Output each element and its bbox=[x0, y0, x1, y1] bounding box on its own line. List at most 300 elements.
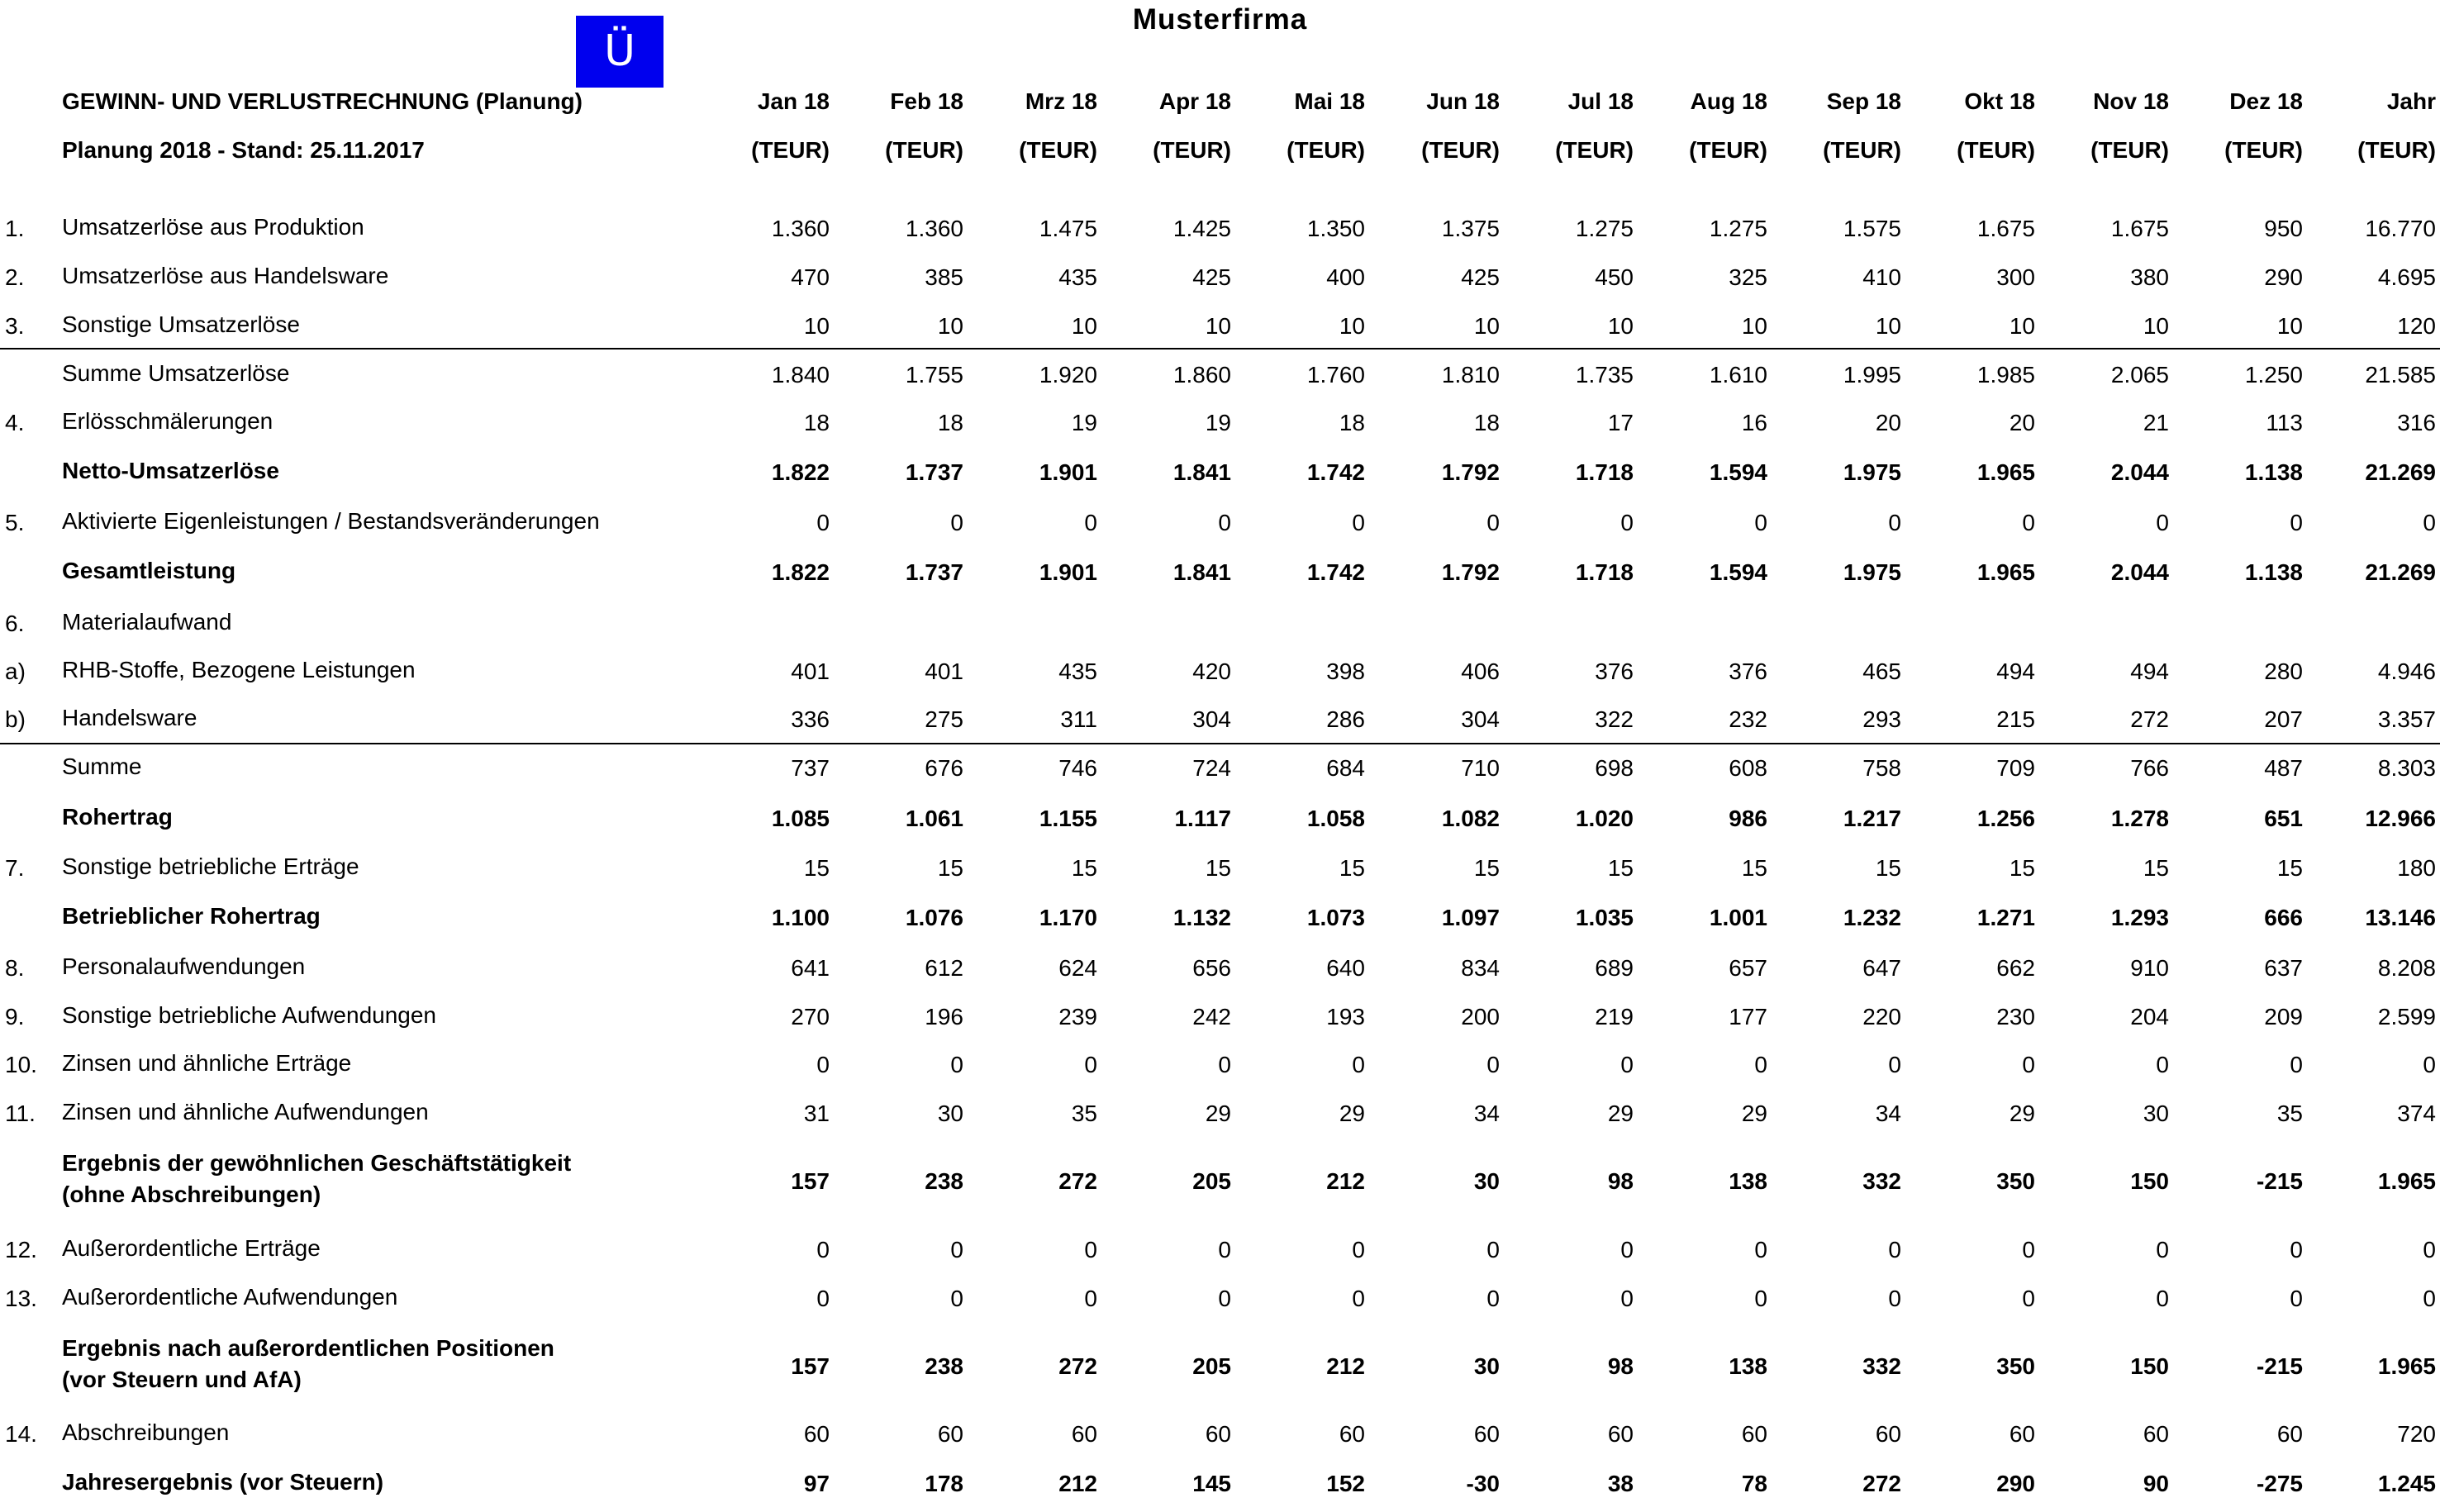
cell-value: 1.293 bbox=[2110, 905, 2169, 930]
cell-value: 157 bbox=[791, 1353, 830, 1379]
cell-value: 35 bbox=[1071, 1101, 1097, 1126]
row-number: 2. bbox=[5, 264, 25, 290]
cell-value: 15 bbox=[1473, 855, 1500, 881]
cell-value: 15 bbox=[1875, 855, 1901, 881]
cell-value: 150 bbox=[2130, 1353, 2169, 1379]
cell-value: 640 bbox=[1326, 955, 1365, 981]
cell-value: 0 bbox=[816, 1052, 830, 1077]
row-label bbox=[62, 260, 388, 292]
cell-value: 1.737 bbox=[905, 559, 963, 585]
row-label-line: Betrieblicher Rohertrag bbox=[62, 903, 321, 929]
cell-value: 0 bbox=[816, 1237, 830, 1262]
row-number: 14. bbox=[5, 1421, 37, 1447]
cell-value: 684 bbox=[1326, 755, 1365, 781]
row-label bbox=[62, 1417, 229, 1448]
cell-value: 651 bbox=[2264, 806, 2303, 831]
cell-value: 470 bbox=[791, 264, 830, 290]
cell-value: 2.044 bbox=[2110, 559, 2169, 585]
cell-value: 10 bbox=[2009, 313, 2035, 339]
cell-value: 1.035 bbox=[1575, 905, 1634, 930]
cell-value: 1.245 bbox=[2377, 1471, 2436, 1496]
row-label bbox=[62, 801, 173, 833]
cell-value: 60 bbox=[1071, 1421, 1097, 1447]
row-label bbox=[62, 606, 231, 638]
cell-value: 1.965 bbox=[2377, 1168, 2436, 1194]
cell-value: 212 bbox=[1058, 1471, 1097, 1496]
column-header: Aug 18 bbox=[1690, 88, 1767, 114]
cell-value: 724 bbox=[1192, 755, 1231, 781]
cell-value: 834 bbox=[1461, 955, 1500, 981]
cell-value: 910 bbox=[2130, 955, 2169, 981]
row-number: b) bbox=[5, 706, 26, 732]
cell-value: 1.073 bbox=[1306, 905, 1365, 930]
cell-value: 212 bbox=[1326, 1353, 1365, 1379]
report-subheading: Planung 2018 - Stand: 25.11.2017 bbox=[62, 137, 425, 163]
cell-value: 212 bbox=[1326, 1168, 1365, 1194]
cell-value: 1.841 bbox=[1172, 459, 1231, 485]
cell-value: -30 bbox=[1466, 1471, 1500, 1496]
column-header: Jul 18 bbox=[1567, 88, 1634, 114]
umlaut-button[interactable]: Ü bbox=[576, 16, 664, 88]
row-number: 1. bbox=[5, 216, 25, 241]
cell-value: 608 bbox=[1729, 755, 1767, 781]
cell-value: 656 bbox=[1192, 955, 1231, 981]
cell-value: 709 bbox=[1996, 755, 2035, 781]
row-label bbox=[62, 1048, 351, 1079]
cell-value: 1.350 bbox=[1306, 216, 1365, 241]
column-header: Mrz 18 bbox=[1025, 88, 1097, 114]
cell-value: 1.760 bbox=[1306, 362, 1365, 388]
cell-value: 34 bbox=[1473, 1101, 1500, 1126]
cell-value: 0 bbox=[2156, 1237, 2169, 1262]
cell-value: 0 bbox=[1888, 1286, 1901, 1311]
row-label bbox=[62, 358, 289, 389]
cell-value: 1.085 bbox=[771, 806, 830, 831]
cell-value: 0 bbox=[1352, 1286, 1365, 1311]
cell-value: 0 bbox=[816, 510, 830, 535]
cell-value: 31 bbox=[803, 1101, 830, 1126]
cell-value: 242 bbox=[1192, 1004, 1231, 1029]
column-unit: (TEUR) bbox=[1421, 137, 1500, 163]
row-label-line-2: (ohne Abschreibungen) bbox=[62, 1182, 321, 1207]
row-number: 5. bbox=[5, 510, 25, 535]
cell-value: 311 bbox=[1060, 706, 1097, 732]
row-label-line: Sonstige betriebliche Erträge bbox=[62, 853, 359, 879]
cell-value: 400 bbox=[1326, 264, 1365, 290]
cell-value: 15 bbox=[1607, 855, 1634, 881]
cell-value: 272 bbox=[1862, 1471, 1901, 1496]
cell-value: 10 bbox=[803, 313, 830, 339]
cell-value: 30 bbox=[1473, 1168, 1500, 1194]
cell-value: 220 bbox=[1862, 1004, 1901, 1029]
cell-value: 29 bbox=[1339, 1101, 1365, 1126]
cell-value: 0 bbox=[1888, 1237, 1901, 1262]
row-label bbox=[62, 951, 305, 982]
cell-value: 1.360 bbox=[771, 216, 830, 241]
cell-value: 1.841 bbox=[1172, 559, 1231, 585]
cell-value: 1.901 bbox=[1039, 459, 1097, 485]
cell-value: 1.810 bbox=[1441, 362, 1500, 388]
cell-value: 0 bbox=[1486, 1237, 1500, 1262]
cell-value: 401 bbox=[791, 659, 830, 684]
cell-value: 689 bbox=[1595, 955, 1634, 981]
cell-value: 410 bbox=[1862, 264, 1901, 290]
cell-value: 15 bbox=[937, 855, 963, 881]
cell-value: 60 bbox=[1741, 1421, 1767, 1447]
cell-value: 10 bbox=[2143, 313, 2169, 339]
cell-value: 0 bbox=[1352, 510, 1365, 535]
cell-value: 1.097 bbox=[1441, 905, 1500, 930]
cell-value: 1.155 bbox=[1039, 806, 1097, 831]
cell-value: 612 bbox=[925, 955, 963, 981]
cell-value: 0 bbox=[1486, 1052, 1500, 1077]
cell-value: 15 bbox=[2143, 855, 2169, 881]
cell-value: 10 bbox=[1473, 313, 1500, 339]
cell-value: 1.082 bbox=[1441, 806, 1500, 831]
cell-value: 0 bbox=[950, 1052, 963, 1077]
cell-value: 0 bbox=[1352, 1052, 1365, 1077]
cell-value: 698 bbox=[1595, 755, 1634, 781]
cell-value: 34 bbox=[1875, 1101, 1901, 1126]
row-number: a) bbox=[5, 659, 26, 684]
cell-value: 657 bbox=[1729, 955, 1767, 981]
cell-value: 10 bbox=[1875, 313, 1901, 339]
cell-value: 676 bbox=[925, 755, 963, 781]
cell-value: 332 bbox=[1862, 1353, 1901, 1379]
cell-value: 336 bbox=[791, 706, 830, 732]
cell-value: 487 bbox=[2264, 755, 2303, 781]
cell-value: 322 bbox=[1595, 706, 1634, 732]
cell-value: 406 bbox=[1461, 659, 1500, 684]
row-label bbox=[62, 455, 279, 487]
column-unit: (TEUR) bbox=[1823, 137, 1901, 163]
cell-value: 290 bbox=[1996, 1471, 2035, 1496]
cell-value: 1.718 bbox=[1575, 459, 1634, 485]
row-number: 9. bbox=[5, 1004, 25, 1029]
cell-value: 1.275 bbox=[1709, 216, 1767, 241]
row-label bbox=[62, 901, 321, 932]
cell-value: 0 bbox=[2156, 1052, 2169, 1077]
cell-value: 494 bbox=[2130, 659, 2169, 684]
cell-value: 2.044 bbox=[2110, 459, 2169, 485]
column-unit: (TEUR) bbox=[1019, 137, 1097, 163]
cell-value: 38 bbox=[1607, 1471, 1634, 1496]
cell-value: 0 bbox=[950, 1237, 963, 1262]
row-label bbox=[62, 702, 197, 734]
cell-value: 1.995 bbox=[1843, 362, 1901, 388]
row-number: 13. bbox=[5, 1286, 37, 1311]
cell-value: 18 bbox=[1473, 410, 1500, 435]
cell-value: 275 bbox=[925, 706, 963, 732]
cell-value: 290 bbox=[2264, 264, 2303, 290]
cell-value: 200 bbox=[1461, 1004, 1500, 1029]
cell-value: 465 bbox=[1862, 659, 1901, 684]
cell-value: 332 bbox=[1862, 1168, 1901, 1194]
cell-value: 270 bbox=[791, 1004, 830, 1029]
cell-value: 21.269 bbox=[2365, 459, 2436, 485]
cell-value: 15 bbox=[1205, 855, 1231, 881]
cell-value: 1.058 bbox=[1306, 806, 1365, 831]
cell-value: 60 bbox=[1339, 1421, 1365, 1447]
row-label bbox=[62, 212, 364, 243]
cell-value: 178 bbox=[925, 1471, 963, 1496]
cell-value: 120 bbox=[2397, 313, 2436, 339]
cell-value: 0 bbox=[1754, 1286, 1767, 1311]
row-label-line: Ergebnis nach außerordentlichen Positionen bbox=[62, 1335, 554, 1361]
cell-value: 1.718 bbox=[1575, 559, 1634, 585]
row-label-line: Sonstige betriebliche Aufwendungen bbox=[62, 1002, 437, 1028]
cell-value: 0 bbox=[1084, 1052, 1097, 1077]
row-label bbox=[62, 506, 600, 537]
cell-value: 152 bbox=[1326, 1471, 1365, 1496]
cell-value: 230 bbox=[1996, 1004, 2035, 1029]
cell-value: 29 bbox=[1607, 1101, 1634, 1126]
cell-value: 1.822 bbox=[771, 459, 830, 485]
cell-value: 10 bbox=[1071, 313, 1097, 339]
cell-value: 207 bbox=[2264, 706, 2303, 732]
cell-value: 29 bbox=[1741, 1101, 1767, 1126]
cell-value: 1.822 bbox=[771, 559, 830, 585]
subtotal-divider bbox=[0, 743, 2440, 744]
cell-value: 662 bbox=[1996, 955, 2035, 981]
cell-value: 1.132 bbox=[1172, 905, 1231, 930]
cell-value: 232 bbox=[1729, 706, 1767, 732]
subtotal-divider bbox=[0, 348, 2440, 349]
cell-value: 1.610 bbox=[1709, 362, 1767, 388]
cell-value: 1.138 bbox=[2244, 559, 2303, 585]
cell-value: 60 bbox=[1875, 1421, 1901, 1447]
cell-value: 21 bbox=[2143, 410, 2169, 435]
cell-value: 18 bbox=[937, 410, 963, 435]
cell-value: 78 bbox=[1741, 1471, 1767, 1496]
cell-value: 0 bbox=[1218, 1052, 1231, 1077]
cell-value: 204 bbox=[2130, 1004, 2169, 1029]
cell-value: 8.208 bbox=[2377, 955, 2436, 981]
cell-value: 304 bbox=[1192, 706, 1231, 732]
cell-value: 0 bbox=[1620, 1052, 1634, 1077]
cell-value: 0 bbox=[2022, 1286, 2035, 1311]
row-label bbox=[62, 1148, 571, 1210]
cell-value: 1.001 bbox=[1709, 905, 1767, 930]
cell-value: 0 bbox=[1486, 1286, 1500, 1311]
row-label bbox=[62, 1467, 383, 1498]
cell-value: 0 bbox=[2290, 510, 2303, 535]
cell-value: 666 bbox=[2264, 905, 2303, 930]
row-number: 7. bbox=[5, 855, 25, 881]
cell-value: 1.840 bbox=[771, 362, 830, 388]
cell-value: 1.792 bbox=[1441, 559, 1500, 585]
cell-value: 8.303 bbox=[2377, 755, 2436, 781]
row-number: 12. bbox=[5, 1237, 37, 1262]
cell-value: 494 bbox=[1996, 659, 2035, 684]
cell-value: 205 bbox=[1192, 1353, 1231, 1379]
cell-value: 60 bbox=[2143, 1421, 2169, 1447]
cell-value: 205 bbox=[1192, 1168, 1231, 1194]
cell-value: 1.217 bbox=[1843, 806, 1901, 831]
cell-value: 0 bbox=[1084, 1237, 1097, 1262]
cell-value: 20 bbox=[2009, 410, 2035, 435]
cell-value: 0 bbox=[2022, 510, 2035, 535]
cell-value: 10 bbox=[1741, 313, 1767, 339]
cell-value: 304 bbox=[1461, 706, 1500, 732]
cell-value: 238 bbox=[925, 1353, 963, 1379]
cell-value: 766 bbox=[2130, 755, 2169, 781]
cell-value: 138 bbox=[1729, 1168, 1767, 1194]
cell-value: 10 bbox=[1339, 313, 1365, 339]
cell-value: 10 bbox=[1607, 313, 1634, 339]
cell-value: 0 bbox=[2423, 1237, 2436, 1262]
cell-value: 1.742 bbox=[1306, 559, 1365, 585]
cell-value: 157 bbox=[791, 1168, 830, 1194]
row-number: 4. bbox=[5, 410, 25, 435]
row-label bbox=[62, 751, 141, 782]
cell-value: 0 bbox=[816, 1286, 830, 1311]
row-label bbox=[62, 1233, 321, 1264]
row-number: 10. bbox=[5, 1052, 37, 1077]
column-unit: (TEUR) bbox=[751, 137, 830, 163]
cell-value: 350 bbox=[1996, 1353, 2035, 1379]
cell-value: 425 bbox=[1192, 264, 1231, 290]
cell-value: 17 bbox=[1607, 410, 1634, 435]
cell-value: 13.146 bbox=[2365, 905, 2436, 930]
cell-value: 10 bbox=[937, 313, 963, 339]
row-label-line: Umsatzerlöse aus Handelsware bbox=[62, 263, 389, 288]
cell-value: 272 bbox=[2130, 706, 2169, 732]
cell-value: 0 bbox=[2022, 1237, 2035, 1262]
cell-value: 0 bbox=[2156, 1286, 2169, 1311]
column-header: Feb 18 bbox=[890, 88, 963, 114]
column-header: Nov 18 bbox=[2093, 88, 2169, 114]
cell-value: 0 bbox=[2423, 1286, 2436, 1311]
cell-value: 177 bbox=[1729, 1004, 1767, 1029]
column-header: Jahr bbox=[2386, 88, 2436, 114]
cell-value: 1.020 bbox=[1575, 806, 1634, 831]
row-label bbox=[62, 851, 359, 882]
cell-value: 1.100 bbox=[771, 905, 830, 930]
cell-value: 16 bbox=[1741, 410, 1767, 435]
cell-value: 15 bbox=[803, 855, 830, 881]
row-label-line: Netto-Umsatzerlöse bbox=[62, 458, 279, 483]
cell-value: 0 bbox=[1486, 510, 1500, 535]
cell-value: 18 bbox=[803, 410, 830, 435]
cell-value: 15 bbox=[2276, 855, 2303, 881]
cell-value: 710 bbox=[1461, 755, 1500, 781]
cell-value: 0 bbox=[1352, 1237, 1365, 1262]
row-label bbox=[62, 1333, 554, 1396]
cell-value: -215 bbox=[2256, 1168, 2303, 1194]
cell-value: 1.675 bbox=[2110, 216, 2169, 241]
cell-value: 1.755 bbox=[905, 362, 963, 388]
cell-value: 30 bbox=[937, 1101, 963, 1126]
cell-value: -275 bbox=[2256, 1471, 2303, 1496]
cell-value: 1.061 bbox=[905, 806, 963, 831]
cell-value: 1.278 bbox=[2110, 806, 2169, 831]
cell-value: 15 bbox=[1741, 855, 1767, 881]
cell-value: 60 bbox=[937, 1421, 963, 1447]
row-label-line: Außerordentliche Erträge bbox=[62, 1235, 321, 1261]
cell-value: 1.965 bbox=[1976, 559, 2035, 585]
column-header: Okt 18 bbox=[1964, 88, 2035, 114]
cell-value: 293 bbox=[1862, 706, 1901, 732]
cell-value: 1.675 bbox=[1976, 216, 2035, 241]
cell-value: 0 bbox=[1084, 1286, 1097, 1311]
row-label-line: Sonstige Umsatzerlöse bbox=[62, 311, 300, 337]
row-label bbox=[62, 1096, 429, 1128]
column-header: Sep 18 bbox=[1826, 88, 1901, 114]
cell-value: 15 bbox=[1071, 855, 1097, 881]
cell-value: 238 bbox=[925, 1168, 963, 1194]
cell-value: 374 bbox=[2397, 1101, 2436, 1126]
cell-value: 0 bbox=[1218, 1237, 1231, 1262]
row-label-line: Außerordentliche Aufwendungen bbox=[62, 1284, 398, 1310]
row-number: 6. bbox=[5, 611, 25, 636]
cell-value: 29 bbox=[1205, 1101, 1231, 1126]
cell-value: 1.232 bbox=[1843, 905, 1901, 930]
cell-value: 19 bbox=[1205, 410, 1231, 435]
cell-value: 385 bbox=[925, 264, 963, 290]
cell-value: 376 bbox=[1729, 659, 1767, 684]
cell-value: 0 bbox=[1888, 510, 1901, 535]
cell-value: 1.271 bbox=[1976, 905, 2035, 930]
column-unit: (TEUR) bbox=[2090, 137, 2169, 163]
cell-value: 196 bbox=[925, 1004, 963, 1029]
report-heading: GEWINN- UND VERLUSTRECHNUNG (Planung) bbox=[62, 88, 583, 114]
cell-value: 316 bbox=[2397, 410, 2436, 435]
cell-value: 15 bbox=[2009, 855, 2035, 881]
cell-value: 0 bbox=[1754, 510, 1767, 535]
cell-value: 209 bbox=[2264, 1004, 2303, 1029]
cell-value: 0 bbox=[1084, 510, 1097, 535]
cell-value: 60 bbox=[1607, 1421, 1634, 1447]
cell-value: 986 bbox=[1729, 806, 1767, 831]
row-number: 3. bbox=[5, 313, 25, 339]
cell-value: 737 bbox=[791, 755, 830, 781]
cell-value: 350 bbox=[1996, 1168, 2035, 1194]
cell-value: 380 bbox=[2130, 264, 2169, 290]
cell-value: 10 bbox=[1205, 313, 1231, 339]
cell-value: 637 bbox=[2264, 955, 2303, 981]
row-label-line: Zinsen und ähnliche Aufwendungen bbox=[62, 1099, 429, 1124]
cell-value: 18 bbox=[1339, 410, 1365, 435]
cell-value: 0 bbox=[1218, 1286, 1231, 1311]
row-label-line: Rohertrag bbox=[62, 804, 173, 830]
cell-value: 0 bbox=[1888, 1052, 1901, 1077]
cell-value: 15 bbox=[1339, 855, 1365, 881]
cell-value: 1.920 bbox=[1039, 362, 1097, 388]
cell-value: 0 bbox=[1754, 1237, 1767, 1262]
cell-value: 98 bbox=[1607, 1353, 1634, 1379]
cell-value: 435 bbox=[1058, 659, 1097, 684]
cell-value: 21.269 bbox=[2365, 559, 2436, 585]
row-label-line: RHB-Stoffe, Bezogene Leistungen bbox=[62, 657, 416, 682]
cell-value: 1.742 bbox=[1306, 459, 1365, 485]
row-label-line: Jahresergebnis (vor Steuern) bbox=[62, 1469, 384, 1495]
cell-value: 435 bbox=[1058, 264, 1097, 290]
cell-value: 97 bbox=[803, 1471, 830, 1496]
cell-value: 60 bbox=[1473, 1421, 1500, 1447]
cell-value: 624 bbox=[1058, 955, 1097, 981]
cell-value: 1.965 bbox=[1976, 459, 2035, 485]
row-label bbox=[62, 1000, 436, 1031]
row-label-line: Erlösschmälerungen bbox=[62, 408, 273, 434]
cell-value: 1.076 bbox=[905, 905, 963, 930]
cell-value: 1.985 bbox=[1976, 362, 2035, 388]
cell-value: 1.735 bbox=[1575, 362, 1634, 388]
cell-value: 1.117 bbox=[1174, 806, 1231, 831]
row-label-line: Summe Umsatzerlöse bbox=[62, 360, 290, 386]
cell-value: 30 bbox=[2143, 1101, 2169, 1126]
row-number: 11. bbox=[5, 1101, 36, 1126]
